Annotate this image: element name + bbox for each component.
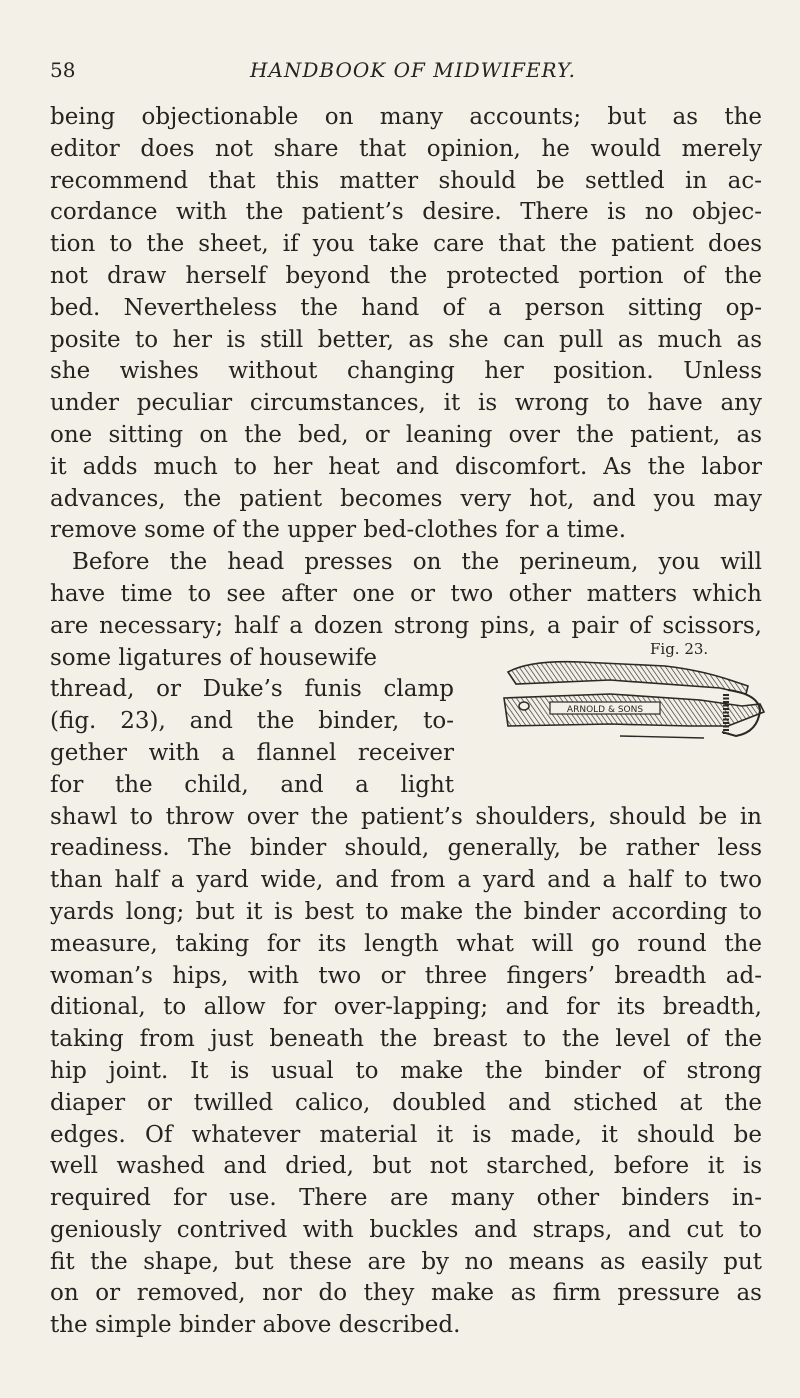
text-line: ditional, to allow for over-lapping; and for its breadth, <box>50 994 762 1021</box>
text-line: advances, the patient becomes very hot, and you may <box>50 485 762 512</box>
text-line: one sitting on the bed, or leaning over the patient, as <box>50 421 762 448</box>
text-line: readiness. The binder should, generally, be rather less <box>50 835 762 862</box>
page-header <box>50 58 750 88</box>
text-line: are necessary; half a dozen strong pins, a pair of scissors, <box>50 612 762 639</box>
text-line: remove some of the upper bed-clothes for a time. <box>50 517 627 544</box>
text-line: bed. Nevertheless the hand of a person sitting op- <box>50 294 762 321</box>
text-line: some ligatures of housewife <box>50 644 378 671</box>
figure-23 <box>490 640 772 750</box>
running-title: HANDBOOK OF MIDWIFERY. <box>250 58 576 82</box>
text-line: recommend that this matter should be settled in ac- <box>50 167 762 194</box>
text-line: shawl to throw over the patient’s shoulders, should be in <box>50 803 762 830</box>
text-line: Before the head presses on the perineum, you will <box>72 549 762 576</box>
text-line: geniously contrived with buckles and straps, and cut to <box>50 1216 762 1243</box>
text-line: being objectionable on many accounts; but as the <box>50 104 762 130</box>
text-line: posite to her is still better, as she can pull as much as <box>50 326 762 353</box>
text-line: not draw herself beyond the protected portion of the <box>50 262 762 289</box>
text-line: have time to see after one or two other matters which <box>50 580 762 607</box>
maker-stamp: ARNOLD & SONS <box>566 705 644 715</box>
text-line: editor does not share that opinion, he would merely <box>50 135 762 162</box>
text-line: than half a yard wide, and from a yard and a half to two <box>50 867 762 894</box>
text-line: fit the shape, but these are by no means as easily put <box>50 1248 762 1275</box>
text-line: hip joint. It is usual to make the binder of strong <box>50 1057 762 1084</box>
text-line: edges. Of whatever material it is made, it should be <box>50 1121 762 1148</box>
funis-clamp-illustration-icon <box>490 654 772 750</box>
text-line: thread, or Duke’s funis clamp <box>50 676 454 703</box>
page-number: 58 <box>50 58 76 82</box>
text-line: it adds much to her heat and discomfort. As the labor <box>50 453 762 480</box>
text-line: well washed and dried, but not starched, before it is <box>50 1153 762 1180</box>
text-line: (fig. 23), and the binder, to- <box>50 708 454 735</box>
text-line: tion to the sheet, if you take care that the patient does <box>50 231 762 258</box>
text-line: she wishes without changing her position. Unless <box>50 358 762 385</box>
text-line: required for use. There are many other binders in- <box>50 1185 762 1212</box>
text-line: measure, taking for its length what will go round the <box>50 930 762 957</box>
text-line: on or removed, nor do they make as firm pressure as <box>50 1280 762 1307</box>
text-line: the simple binder above described. <box>50 1312 461 1339</box>
text-line: diaper or twilled calico, doubled and stiched at the <box>50 1089 762 1116</box>
figure-caption: Fig. 23. <box>650 640 709 658</box>
text-line: gether with a flannel receiver <box>50 739 454 766</box>
text-line: cordance with the patient’s desire. There is no objec- <box>50 199 762 226</box>
text-line: taking from just beneath the breast to the level of the <box>50 1026 762 1053</box>
text-line: under peculiar circumstances, it is wrong to have any <box>50 390 762 417</box>
text-line: yards long; but it is best to make the binder according to <box>50 898 762 925</box>
text-line: woman’s hips, with two or three fingers’ breadth ad- <box>50 962 762 989</box>
text-line: for the child, and a light <box>50 771 454 798</box>
